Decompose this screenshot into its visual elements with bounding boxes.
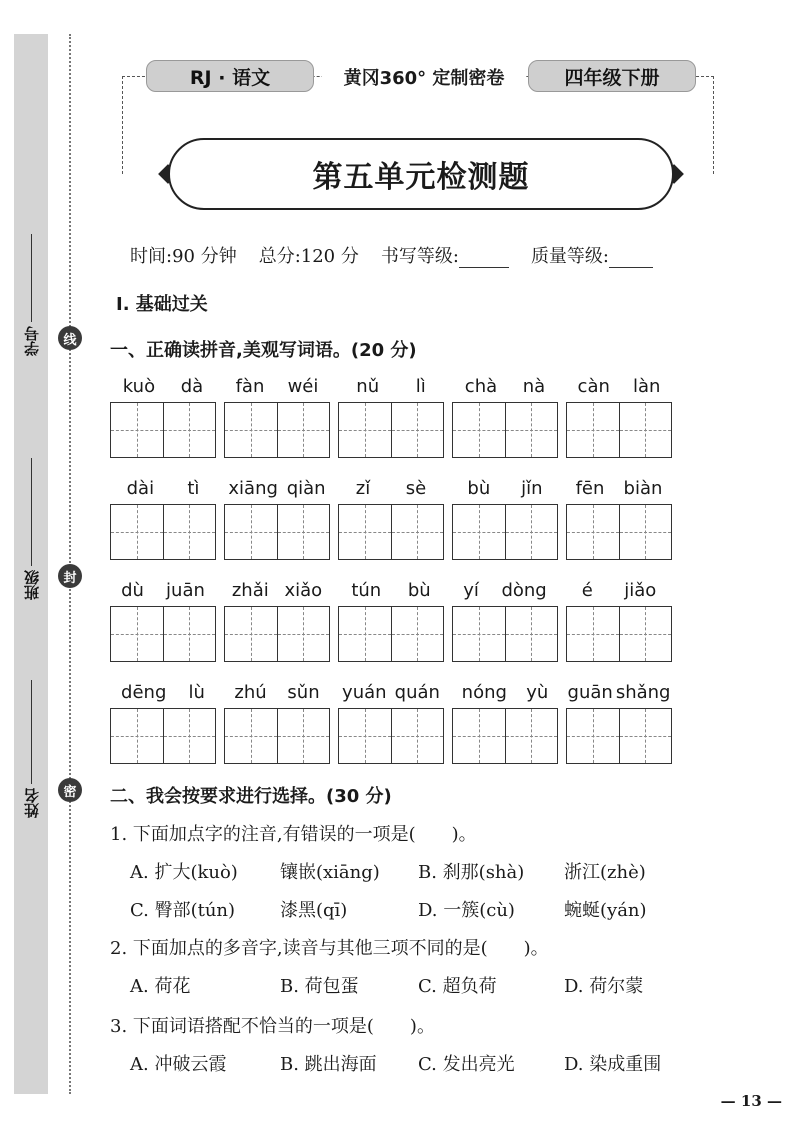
option-text: C. 臀部(tún) <box>130 900 236 921</box>
option-text: 浙江(zhè) <box>564 862 646 883</box>
pinyin-syllable: nǔ <box>356 376 380 397</box>
writing-cell[interactable] <box>277 403 329 457</box>
student-id-line <box>31 234 32 322</box>
writing-cell[interactable] <box>453 607 505 661</box>
pinyin-syllable: xiǎo <box>284 580 323 601</box>
writing-cell[interactable] <box>339 505 391 559</box>
score-info: 总分:120 分 <box>258 246 359 267</box>
pinyin-syllable: juān <box>166 580 205 601</box>
writing-boxes <box>566 504 672 560</box>
writing-boxes <box>566 402 672 458</box>
name-field[interactable] <box>14 680 48 818</box>
class-field[interactable] <box>14 458 48 600</box>
seal-feng: 封 <box>58 564 82 588</box>
item-2-option-a[interactable]: A. 荷花 <box>130 976 191 997</box>
writing-boxes <box>224 402 330 458</box>
writing-cell[interactable] <box>163 403 215 457</box>
pinyin-syllable: biàn <box>623 478 663 499</box>
writing-cell[interactable] <box>225 607 277 661</box>
item-3-stem: 3. 下面词语搭配不恰当的一项是( )。 <box>110 1016 435 1037</box>
writing-boxes <box>566 606 672 662</box>
pinyin-syllable: sǔn <box>287 682 320 703</box>
pinyin-syllable: zǐ <box>355 478 371 499</box>
pinyin-syllable: tì <box>187 478 200 499</box>
pinyin-syllable: càn <box>577 376 610 397</box>
question-1-heading: 一、正确读拼音,美观写词语。(20 分) <box>110 340 417 361</box>
writing-boxes <box>452 708 558 764</box>
option-text: 镶嵌(xiāng) <box>280 862 380 883</box>
writing-boxes <box>224 708 330 764</box>
pinyin-syllable: quán <box>394 682 440 703</box>
pinyin-syllable: lù <box>188 682 205 703</box>
writing-cell[interactable] <box>225 403 277 457</box>
writing-cell[interactable] <box>163 709 215 763</box>
writing-cell[interactable] <box>277 709 329 763</box>
writing-cell[interactable] <box>453 709 505 763</box>
pinyin-syllable: kuò <box>122 376 156 397</box>
quality-grade-blank[interactable] <box>609 248 653 268</box>
item-1-stem: 1. 下面加点字的注音,有错误的一项是( )。 <box>110 824 477 845</box>
name-label: 姓名 <box>22 788 41 818</box>
option-text: B. 刹那(shà) <box>418 862 525 883</box>
pinyin-syllable: yù <box>526 682 549 703</box>
writing-cell[interactable] <box>277 505 329 559</box>
pinyin-syllable: qiàn <box>286 478 326 499</box>
writing-cell[interactable] <box>619 403 671 457</box>
class-label: 班级 <box>22 570 41 600</box>
pinyin-label <box>338 376 444 397</box>
grade-tag: 四年级下册 <box>528 60 696 92</box>
writing-cell[interactable] <box>277 607 329 661</box>
item-3-option-c[interactable]: C. 发出亮光 <box>418 1054 515 1075</box>
pinyin-label <box>338 478 444 499</box>
writing-cell[interactable] <box>567 709 619 763</box>
writing-cell[interactable] <box>339 403 391 457</box>
name-line <box>31 680 32 784</box>
pinyin-label <box>452 580 558 601</box>
pinyin-label <box>224 682 330 703</box>
item-2-option-b[interactable]: B. 荷包蛋 <box>280 976 359 997</box>
pinyin-syllable: nóng <box>461 682 507 703</box>
pinyin-syllable: dù <box>121 580 144 601</box>
pinyin-syllable: chà <box>464 376 498 397</box>
item-2-stem: 2. 下面加点的多音字,读音与其他三项不同的是( )。 <box>110 938 549 959</box>
writing-grade-label: 书写等级: <box>380 246 459 267</box>
writing-cell[interactable] <box>453 505 505 559</box>
subject-tag: RJ · 语文 <box>146 60 314 92</box>
writing-boxes <box>110 402 216 458</box>
pinyin-syllable: lì <box>415 376 426 397</box>
question-2-heading: 二、我会按要求进行选择。(30 分) <box>110 786 392 807</box>
pinyin-syllable: làn <box>632 376 661 397</box>
writing-boxes <box>452 504 558 560</box>
writing-cell[interactable] <box>505 709 557 763</box>
pinyin-label <box>338 682 444 703</box>
writing-cell[interactable] <box>391 709 443 763</box>
pinyin-syllable: bù <box>467 478 491 499</box>
pinyin-label <box>110 376 216 397</box>
series-name: 黄冈360° 定制密卷 <box>322 62 526 92</box>
pinyin-syllable: wéi <box>287 376 319 397</box>
writing-cell[interactable] <box>619 607 671 661</box>
pinyin-label <box>452 376 558 397</box>
item-1-option-c1[interactable] <box>130 896 235 922</box>
pinyin-syllable: fàn <box>235 376 265 397</box>
option-text: 蜿蜒(yán) <box>564 900 647 921</box>
pinyin-label <box>566 376 672 397</box>
pinyin-label <box>566 580 672 601</box>
writing-boxes <box>452 402 558 458</box>
pinyin-label <box>224 376 330 397</box>
item-1-option-d1[interactable] <box>418 896 515 922</box>
item-3-option-b[interactable]: B. 跳出海面 <box>280 1054 377 1075</box>
writing-boxes <box>110 504 216 560</box>
item-1-option-a2[interactable] <box>280 858 380 884</box>
pinyin-syllable: fēn <box>575 478 605 499</box>
pinyin-syllable: jiǎo <box>624 580 657 601</box>
writing-boxes <box>224 504 330 560</box>
writing-cell[interactable] <box>391 403 443 457</box>
pinyin-label <box>110 580 216 601</box>
writing-boxes <box>110 606 216 662</box>
item-2-option-d[interactable]: D. 荷尔蒙 <box>564 976 644 997</box>
pinyin-syllable: guān <box>567 682 613 703</box>
writing-cell[interactable] <box>111 607 163 661</box>
pinyin-syllable: dà <box>180 376 204 397</box>
writing-boxes <box>338 504 444 560</box>
pinyin-label <box>566 682 672 703</box>
student-id-field[interactable] <box>14 234 48 356</box>
exam-info <box>130 242 653 268</box>
item-1-option-b1[interactable] <box>418 858 524 884</box>
pinyin-syllable: zhú <box>234 682 267 703</box>
pinyin-label <box>338 580 444 601</box>
option-text: D. 一簇(cù) <box>418 900 515 921</box>
pinyin-syllable: jǐn <box>521 478 543 499</box>
writing-boxes <box>338 402 444 458</box>
pinyin-syllable: sè <box>405 478 427 499</box>
pinyin-syllable: shǎng <box>615 682 671 703</box>
writing-cell[interactable] <box>111 709 163 763</box>
writing-cell[interactable] <box>505 607 557 661</box>
writing-boxes <box>338 606 444 662</box>
pinyin-syllable: é <box>581 580 593 601</box>
page-title: 第五单元检测题 <box>312 160 530 195</box>
class-line <box>31 458 32 566</box>
pinyin-label <box>110 682 216 703</box>
student-id-label: 学号 <box>22 326 41 356</box>
pinyin-syllable: zhǎi <box>231 580 269 601</box>
writing-cell[interactable] <box>339 607 391 661</box>
writing-boxes <box>224 606 330 662</box>
writing-cell[interactable] <box>619 505 671 559</box>
pinyin-syllable: dòng <box>501 580 547 601</box>
item-1-option-a1[interactable] <box>130 858 238 884</box>
item-2-option-c[interactable]: C. 超负荷 <box>418 976 497 997</box>
writing-cell[interactable] <box>505 403 557 457</box>
writing-cell[interactable] <box>339 709 391 763</box>
seal-mi: 密 <box>58 778 82 802</box>
pinyin-syllable: yuán <box>342 682 387 703</box>
pinyin-syllable: yí <box>463 580 479 601</box>
pinyin-syllable: tún <box>351 580 382 601</box>
section-heading: Ⅰ. 基础过关 <box>116 294 208 315</box>
writing-cell[interactable] <box>391 607 443 661</box>
writing-cell[interactable] <box>163 607 215 661</box>
writing-cell[interactable] <box>391 505 443 559</box>
item-3-option-a[interactable]: A. 冲破云霞 <box>130 1054 227 1075</box>
pinyin-syllable: dài <box>126 478 155 499</box>
item-1-option-b2[interactable] <box>564 858 646 884</box>
pinyin-label <box>452 478 558 499</box>
seal-xian: 线 <box>58 326 82 350</box>
option-text: A. 扩大(kuò) <box>130 862 238 883</box>
pinyin-label <box>110 478 216 499</box>
writing-boxes <box>338 708 444 764</box>
writing-cell[interactable] <box>567 505 619 559</box>
pinyin-syllable: nà <box>522 376 546 397</box>
writing-cell[interactable] <box>619 709 671 763</box>
writing-cell[interactable] <box>567 607 619 661</box>
pinyin-label <box>224 478 330 499</box>
item-1-option-d2[interactable] <box>564 896 647 922</box>
writing-cell[interactable] <box>163 505 215 559</box>
writing-cell[interactable] <box>225 505 277 559</box>
writing-cell[interactable] <box>225 709 277 763</box>
option-text: 漆黑(qī) <box>280 900 348 921</box>
item-3-option-d[interactable]: D. 染成重围 <box>564 1054 662 1075</box>
writing-boxes <box>452 606 558 662</box>
page-number: — 13 — <box>720 1092 782 1110</box>
pinyin-syllable: xiāng <box>228 478 278 499</box>
writing-boxes <box>566 708 672 764</box>
writing-boxes <box>110 708 216 764</box>
quality-grade-label: 质量等级: <box>530 246 610 267</box>
time-info: 时间:90 分钟 <box>130 246 237 267</box>
writing-cell[interactable] <box>111 403 163 457</box>
writing-cell[interactable] <box>567 403 619 457</box>
title-banner <box>168 138 674 210</box>
pinyin-label <box>566 478 672 499</box>
writing-grade-blank[interactable] <box>459 248 509 268</box>
writing-cell[interactable] <box>111 505 163 559</box>
pinyin-syllable: dēng <box>121 682 167 703</box>
writing-cell[interactable] <box>505 505 557 559</box>
pinyin-syllable: bù <box>407 580 431 601</box>
pinyin-label <box>452 682 558 703</box>
pinyin-label <box>224 580 330 601</box>
item-1-option-c2[interactable] <box>280 896 347 922</box>
writing-cell[interactable] <box>453 403 505 457</box>
